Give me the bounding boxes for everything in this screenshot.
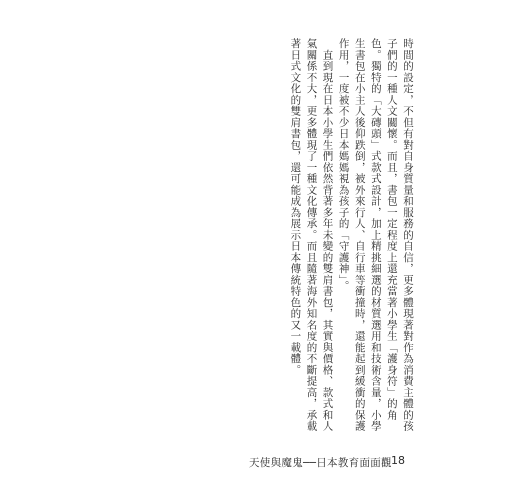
page-footer xyxy=(0,452,520,472)
running-footer-title: 天使與魔鬼──日本教育面面觀 xyxy=(249,457,392,469)
body-text xyxy=(270,38,416,438)
paragraph-2: 直到現在日本小學生們依然背著多年未變的雙肩書包，其實與價格、款式和人氣關係不大，更多體現了一種文化傳承。而且隨著海外知名度的不斷提高，承載著日式文化的雙肩書包，還可能成為展示日本傳統特色的又一載體。 xyxy=(289,38,334,432)
page-number: 18 xyxy=(391,454,405,467)
paragraph-1: 時間的設定，不但有對自身質量和服務的自信，更多體現著對作為消費主體的孩子們的一種人文關懷。而且，書包一定程度上還充當著小學生「護身符」的角色。獨特的「大磚頭」式款式設計，加上精挑細選的材質選用和技術含量，小學生書包在小主人後仰跌倒，被外來行人、自行車等衝撞時，還能起到緩衝的保護作用，一度被不少日本媽媽視為孩子的「守護神」。 xyxy=(337,38,414,432)
